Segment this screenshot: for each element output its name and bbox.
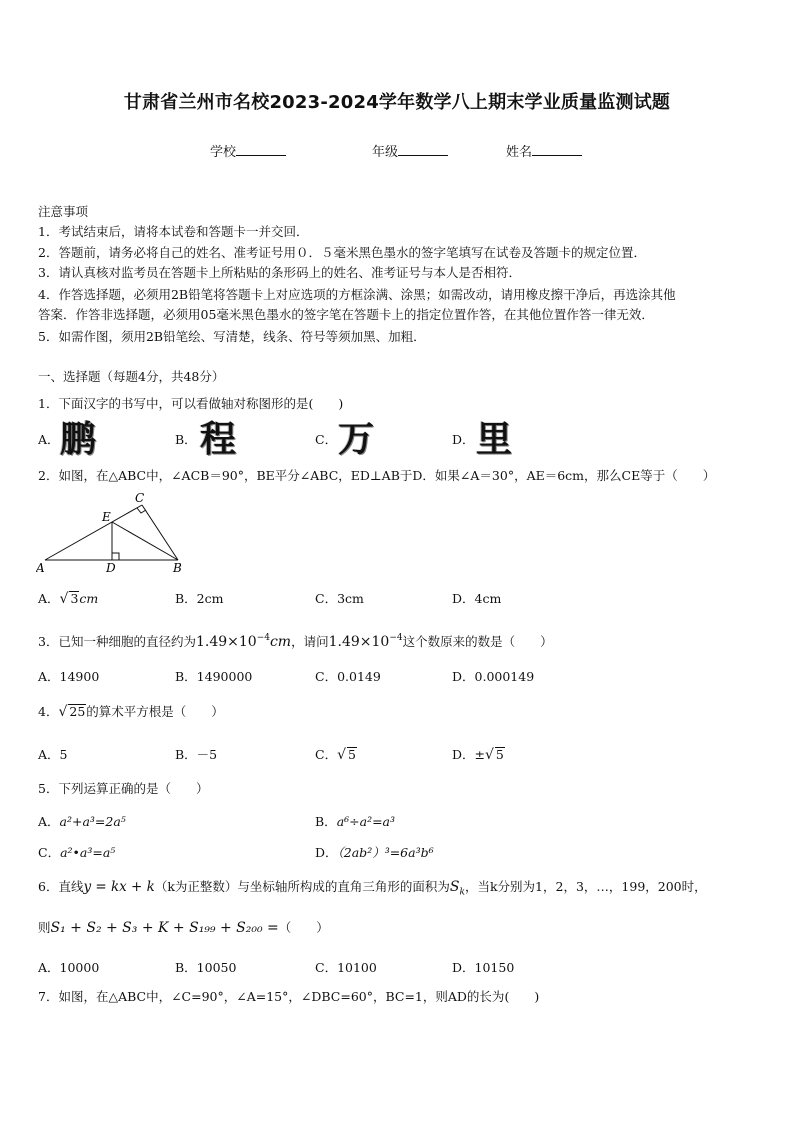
q1-option-b-label: B．	[175, 432, 197, 447]
q5-option-b-label: B．	[315, 814, 337, 829]
q1-option-d-char: 里	[476, 419, 513, 460]
q3-stem-mid: ，请问	[291, 634, 329, 649]
question-1-stem: 1．下面汉字的书写中，可以看做轴对称图形的是( )	[38, 396, 344, 411]
q4-option-c-radicand: 5	[348, 747, 356, 762]
question-7-stem: 7．如图，在△ABC中，∠C=90°，∠A=15°，∠DBC=60°，BC=1，则AD的长为( )	[38, 989, 540, 1004]
question-6-line-1	[38, 879, 758, 901]
note-item: 2．答题前，请务必将自己的姓名、准考证号用０．５毫米黑色墨水的签字笔填写在试卷及答题卡的规定位置．	[38, 245, 646, 260]
q5-option-b-expr: a⁶÷a²=a³	[336, 814, 396, 829]
q3-option-c: C．0.0149	[315, 669, 381, 684]
q4-radicand: 25	[69, 704, 86, 719]
q5-option-a-expr: a²+a³=2a⁵	[59, 814, 126, 829]
q4-option-d: D．±√ 5	[452, 747, 504, 763]
q5-option-a	[38, 812, 126, 830]
q3-number: 1.49×10	[195, 634, 257, 650]
q6-stem-mid: （k为正整数）与坐标轴所构成的直角三角形的面积为	[154, 879, 450, 894]
question-6-line-2	[38, 920, 329, 936]
q2-option-b: B．2cm	[175, 591, 224, 606]
q5-option-d-label: D．	[315, 845, 338, 860]
name-blank	[532, 143, 582, 156]
q6-option-d: D．10150	[452, 960, 515, 975]
note-item: 3．请认真核对监考员在答题卡上所粘贴的条形码上的姓名、准考证号与本人是否相符．	[38, 265, 521, 280]
q6-line2-post: （ ）	[278, 920, 329, 935]
q6-sum-expr: S₁ + S₂ + S₃ + K + S₁₉₉ + S₂₀₀ =	[50, 920, 279, 936]
name-label: 姓名	[506, 145, 533, 160]
q3-stem-post: 这个数原来的数是（ ）	[402, 634, 553, 649]
grade-field	[372, 141, 448, 160]
label-a: A	[36, 561, 45, 575]
q2-option-a-radicand: 3	[70, 591, 79, 606]
q6-option-c: C．10100	[315, 960, 377, 975]
q4-option-d-label: D．±	[452, 747, 485, 762]
q2-option-a: A．√ 3cm	[38, 591, 99, 607]
q4-stem-post: 的算术平方根是（ ）	[86, 704, 224, 719]
label-d: D	[106, 561, 116, 575]
q5-option-a-label: A．	[38, 814, 60, 829]
q3-option-b: B．1490000	[175, 669, 253, 684]
school-field	[210, 141, 286, 160]
q1-option-d-label: D．	[452, 432, 475, 447]
label-c: C	[135, 491, 145, 505]
q5-option-c-expr: a²•a³=a⁵	[60, 845, 116, 860]
segment-cb	[142, 505, 178, 560]
q3-exponent: −4	[256, 633, 270, 643]
q1-option-b-char: 程	[200, 419, 237, 460]
q3-option-a: A．14900	[38, 669, 100, 684]
q5-option-b	[315, 812, 395, 830]
q2-option-a-label: A．	[38, 591, 60, 606]
q5-option-c-label: C．	[38, 845, 61, 860]
q4-stem-pre: 4．	[38, 704, 59, 719]
right-angle-d	[112, 553, 119, 560]
q4-option-d-radicand: 5	[495, 747, 504, 762]
q2-option-c: C．3cm	[315, 591, 364, 606]
q4-option-c: C．√ 5	[315, 747, 356, 763]
q3-option-d: D．0.000149	[452, 669, 535, 684]
q2-option-d: D．4cm	[452, 591, 502, 606]
note-item: 5．如需作图，须用2B铅笔绘、写清楚，线条、符号等须加黑、加粗．	[38, 329, 426, 344]
q6-sk-subscript: k	[459, 887, 465, 898]
q5-option-c	[38, 843, 115, 861]
q3-stem-pre: 3．已知一种细胞的直径约为	[38, 634, 196, 649]
q6-equation: y = kx + k	[83, 879, 155, 895]
q1-option-c-char: 万	[338, 419, 375, 460]
note-item: 答案．作答非选择题，必须用05毫米黑色墨水的签字笔在答题卡上的指定位置作答，在其他位置作答一律无效．	[38, 307, 654, 322]
page-title: 甘肃省兰州市名校2023-2024学年数学八上期末学业质量监测试题	[123, 92, 671, 113]
grade-label: 年级	[372, 145, 399, 160]
q1-option-a-label: A．	[38, 432, 60, 447]
q6-option-a: A．10000	[38, 960, 100, 975]
q5-option-d	[315, 843, 434, 861]
school-label: 学校	[210, 145, 237, 160]
q3-unit: cm	[269, 634, 292, 650]
segment-be	[112, 522, 178, 560]
segment-ac	[45, 505, 142, 560]
note-item: 4．作答选择题，必须用2B铅笔将答题卡上对应选项的方框涂满、涂黑；如需改动，请用橡皮擦干净后，再选涂其他	[38, 287, 676, 302]
q3-exponent-repeat: −4	[389, 633, 403, 643]
q6-stem-pre: 6．直线	[38, 879, 84, 894]
q6-option-b: B．10050	[175, 960, 237, 975]
q4-option-c-label: C．	[315, 747, 338, 762]
question-3-stem	[38, 630, 553, 650]
q1-option-a-char: 鹏	[60, 419, 97, 460]
q6-stem-post: ，当k分别为1，2，3，…，199，200时，	[464, 879, 707, 894]
q4-option-b: B．－5	[175, 747, 218, 762]
label-b: B	[173, 561, 182, 575]
q6-line2-pre: 则	[38, 920, 51, 935]
question-4-stem: 4．√ 25的算术平方根是（ ）	[38, 704, 224, 720]
q6-sk: S	[449, 879, 460, 895]
name-field	[506, 141, 582, 160]
triangle-figure	[36, 488, 196, 578]
note-item: 1．考试结束后，请将本试卷和答题卡一并交回．	[38, 224, 309, 239]
grade-blank	[398, 143, 448, 156]
q1-option-c-label: C．	[315, 432, 338, 447]
q4-option-a: A．5	[38, 747, 68, 762]
section-heading: 一、选择题（每题4分，共48分）	[38, 369, 225, 384]
school-blank	[236, 143, 286, 156]
label-e: E	[102, 510, 111, 524]
question-2-stem: 2．如图，在△ABC中，∠ACB＝90°，BE平分∠ABC，ED⊥AB于D．如果∠A＝30°，AE＝6cm，那么CE等于（ ）	[38, 468, 716, 483]
q5-option-d-expr: （2ab²）³=6a³b⁶	[337, 845, 434, 860]
q3-number-repeat: 1.49×10	[328, 634, 390, 650]
question-5-stem: 5．下列运算正确的是（ ）	[38, 781, 209, 796]
notes-heading: 注意事项	[38, 204, 89, 219]
q2-option-a-unit: cm	[79, 591, 99, 606]
